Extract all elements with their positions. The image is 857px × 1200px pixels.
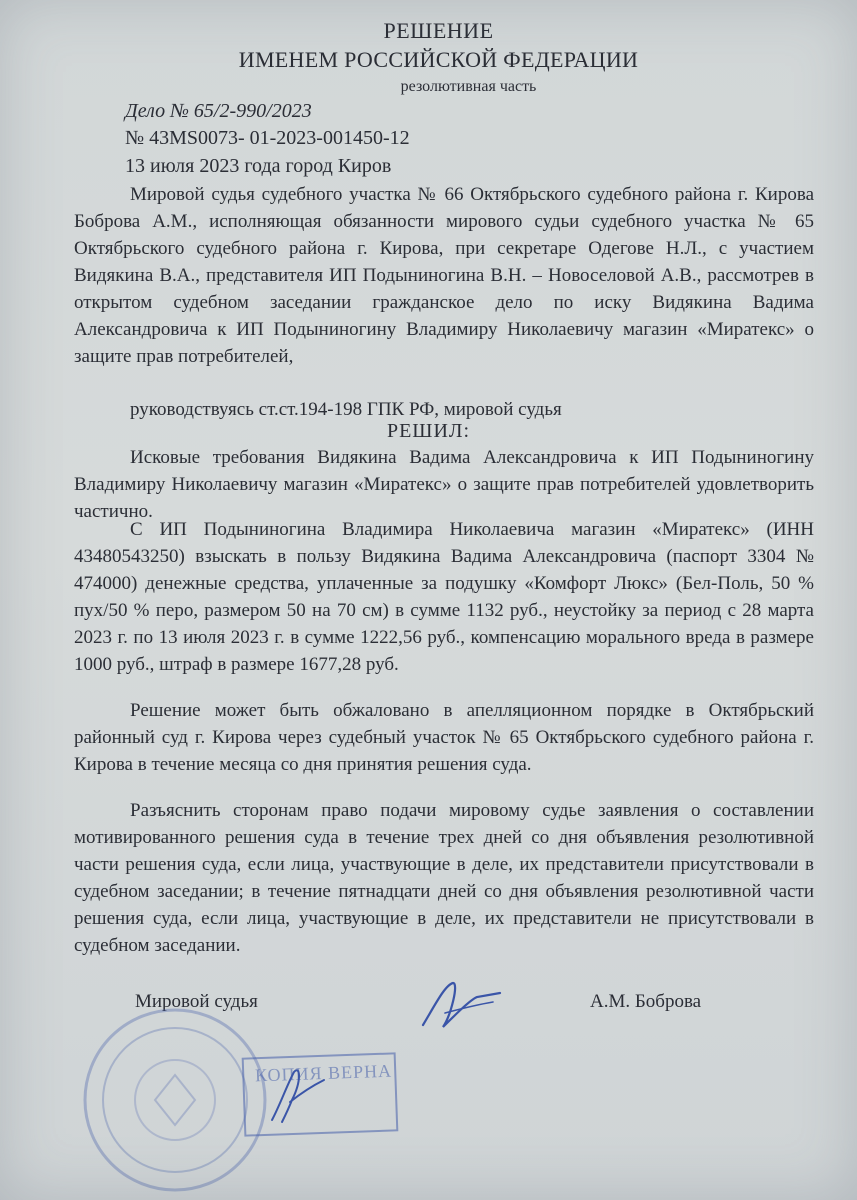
guided-line: руководствуясь ст.ст.194-198 ГПК РФ, мировой судья bbox=[130, 399, 562, 420]
appeal-paragraph: Решение может быть обжаловано в апелляционном порядке в Октябрьский районный суд г. Кирова через судебный участок № 65 Октябрьского судебного района г. Кирова в течение месяца со дня принятия решения суда. bbox=[74, 700, 814, 775]
court-seal bbox=[80, 1005, 270, 1195]
document-subtitle: ИМЕНЕМ РОССИЙСКОЙ ФЕДЕРАЦИИ bbox=[238, 47, 639, 72]
ruling-paragraph-2: С ИП Подыниногина Владимира Николаевича магазин «Миратекс» (ИНН 43480543250) взыскать в пользу Видякина Вадима Александровича (паспорт 3304 № 474000) денежные средства, уплаченные за подушку «Комфорт Люкс» (Бел-Поль, 50 % пух/50 % перо, размером 50 на 70 см) в сумме 1132 руб., неустойку за период с 28 марта 2023 г. по 13 июля 2023 г. в сумме 1222,56 руб., компенсацию морального вреда в размере 1000 руб., штраф в размере 1677,28 руб. bbox=[74, 519, 814, 675]
document-part-label: резолютивная часть bbox=[400, 78, 537, 95]
case-number: Дело № 65/2-990/2023 bbox=[125, 100, 312, 122]
judge-label: Мировой судья bbox=[135, 991, 258, 1012]
explanation-paragraph: Разъяснить сторонам право подачи мировому судье заявления о составлении мотивированного решения суда в течение трех дней со дня объявления резолютивной части решения суда, если лица, участвующие в деле, их представители присутствовали в судебном заседании; в течение пятнадцати дней со дня объявления резолютивной части решения суда, если лица, участвующие в деле, их представители не присутствовали в судебном заседании. bbox=[74, 800, 814, 956]
intro-paragraph: Мировой судья судебного участка № 66 Октябрьского судебного района г. Кирова Боброва А.М., исполняющая обязанности мирового судьи судебного участка № 65 Октябрьского судебного района г. Кирова, при секретаре Одегове Н.Л., с участием Видякина В.А., представителя ИП Подыниногина В.Н. – Новоселовой А.В., рассмотрев в открытом судебном заседании гражданское дело по иску Видякина Вадима Александровича к ИП Подыниногину Владимиру Николаевичу магазин «Миратекс» о защите прав потребителей, bbox=[74, 184, 814, 367]
certified-copy-text: КОПИЯ ВЕРНА bbox=[254, 1060, 393, 1086]
case-date-place: 13 июля 2023 года город Киров bbox=[125, 155, 392, 177]
decided-heading: РЕШИЛ: bbox=[386, 420, 471, 442]
stamp-signature bbox=[262, 1060, 332, 1130]
case-id: № 43MS0073- 01-2023-001450-12 bbox=[125, 127, 410, 149]
handwritten-signature bbox=[415, 975, 505, 1035]
ruling-paragraph-1: Исковые требования Видякина Вадима Александровича к ИП Подыниногину Владимиру Николаевичу магазин «Миратекс» о защите прав потребителей удовлетворить частично. bbox=[74, 447, 814, 522]
document-title: РЕШЕНИЕ bbox=[383, 18, 494, 43]
judge-name: А.М. Боброва bbox=[590, 991, 702, 1012]
